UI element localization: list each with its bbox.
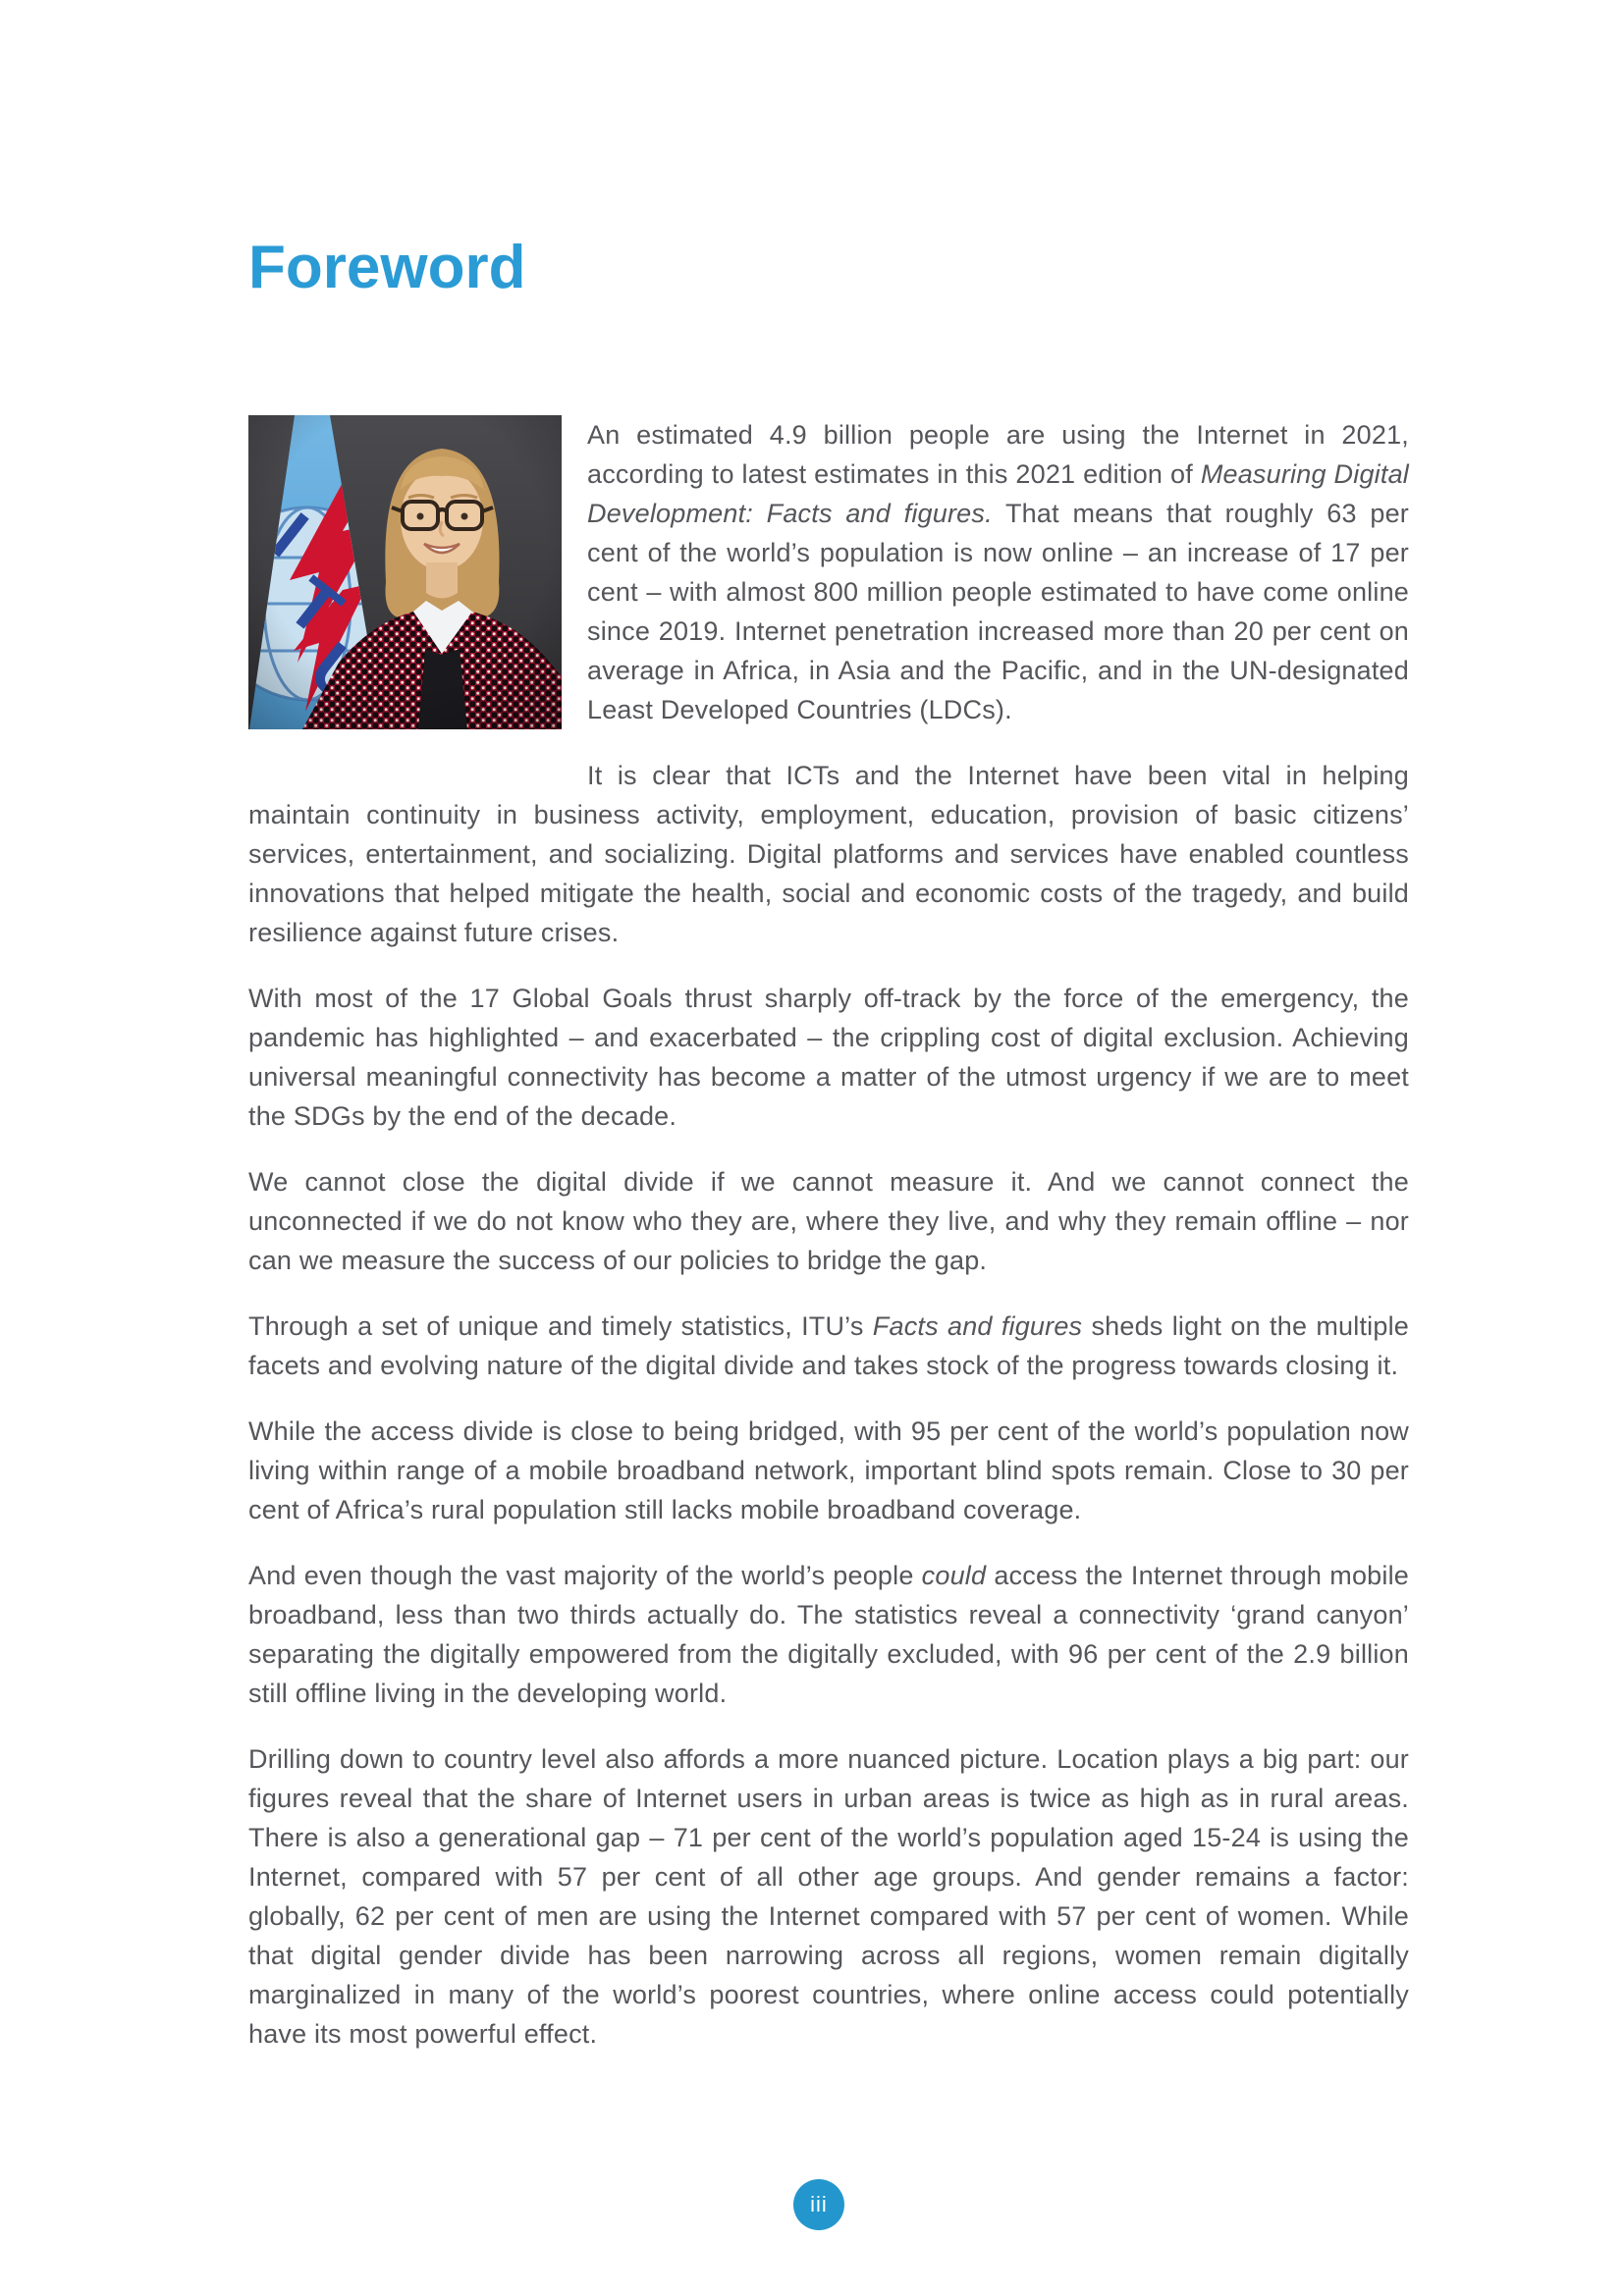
- paragraph-access-divide: [248, 1412, 1409, 1529]
- paragraph-country-level: [248, 1739, 1409, 2054]
- body-text-segment: Through a set of unique and timely statistics, ITU’s: [248, 1311, 873, 1341]
- italic-text: Facts and figures: [872, 1311, 1083, 1341]
- body-text-segment: sheds light on the multiple facets and evolving nature of the digital divide and takes stock of the progress towards closing it.: [248, 1311, 1409, 1380]
- paragraph-global-goals: [248, 979, 1409, 1136]
- body-text-segment: With most of the 17 Global Goals thrust sharply off-track by the force of the emergency, the pandemic has highlighted – and exacerbated – the crippling cost of digital exclusion. Achieving universal meaningful connectivity has become a matter of the utmost urgency if we are to meet the SDGs by the end of the decade.: [248, 984, 1409, 1131]
- body-text-segment: access the Internet through mobile broadband, less than two thirds actually do. The statistics reveal a connectivity ‘grand canyon’ separating the digitally empowered from the digitally excluded, with 96 per cent of the 2.9 billion still offline living in the developing world.: [248, 1561, 1409, 1708]
- body-text-segment: We cannot close the digital divide if we cannot measure it. And we cannot connect the unconnected if we do not know who they are, where they live, and why they remain offline – nor can we measure the success of our policies to bridge the gap.: [248, 1167, 1409, 1275]
- paragraph-statistics: [248, 1307, 1409, 1385]
- paragraph-icts-vital: [248, 756, 1409, 952]
- paragraph-measure-divide: [248, 1162, 1409, 1280]
- page-number: iii: [810, 2192, 828, 2216]
- italic-text: could: [921, 1561, 987, 1590]
- body-text-segment: That means that roughly 63 per cent of the world’s population is now online – an increase of 17 per cent – with almost 800 million people estimated to have come online since 2019. Internet penetration increased more than 20 per cent on average in Africa, in Asia and the Pacific, and in the UN-designated Least Developed Countries (LDCs).: [587, 499, 1409, 724]
- paragraph-grand-canyon: [248, 1556, 1409, 1713]
- body-text-segment: It is clear that ICTs and the Internet have been vital in helping maintain continuity in business activity, employment, education, provision of basic citizens’ services, entertainment, and socializing. Digital platforms and services have enabled countless innovations that helped mitigate the health, social and economic costs of the tragedy, and build resilience against future crises.: [248, 761, 1409, 947]
- page-number-badge: [793, 2179, 844, 2230]
- italic-text: Measuring Digital Development: Facts and figures.: [587, 459, 1409, 528]
- foreword-body: [248, 415, 1409, 2054]
- portrait-photo: [248, 415, 562, 729]
- body-text-segment: While the access divide is close to being bridged, with 95 per cent of the world’s population now living within range of a mobile broadband network, important blind spots remain. Close to 30 per cent of Africa’s rural population still lacks mobile broadband coverage.: [248, 1416, 1409, 1524]
- body-text-segment: And even though the vast majority of the world’s people: [248, 1561, 922, 1590]
- body-text-segment: Drilling down to country level also affords a more nuanced picture. Location plays a big part: our figures reveal that the share of Internet users in urban areas is twice as high as in rural areas. There is also a generational gap – 71 per cent of the world’s population aged 15-24 is using the Internet, compared with 57 per cent of all other age groups. And gender remains a factor: globally, 62 per cent of men are using the Internet compared with 57 per cent of women. While that digital gender divide has been narrowing across all regions, women remain digitally marginalized in many of the world’s poorest countries, where online access could potentially have its most powerful effect.: [248, 1744, 1409, 2049]
- portrait-illustration: [248, 415, 562, 729]
- photo-vignette: [248, 415, 562, 729]
- foreword-content: [248, 234, 1409, 2080]
- body-text-segment: An estimated 4.9 billion people are using the Internet in 2021, according to latest estimates in this 2021 edition of: [587, 420, 1409, 489]
- page-title: Foreword: [248, 234, 526, 301]
